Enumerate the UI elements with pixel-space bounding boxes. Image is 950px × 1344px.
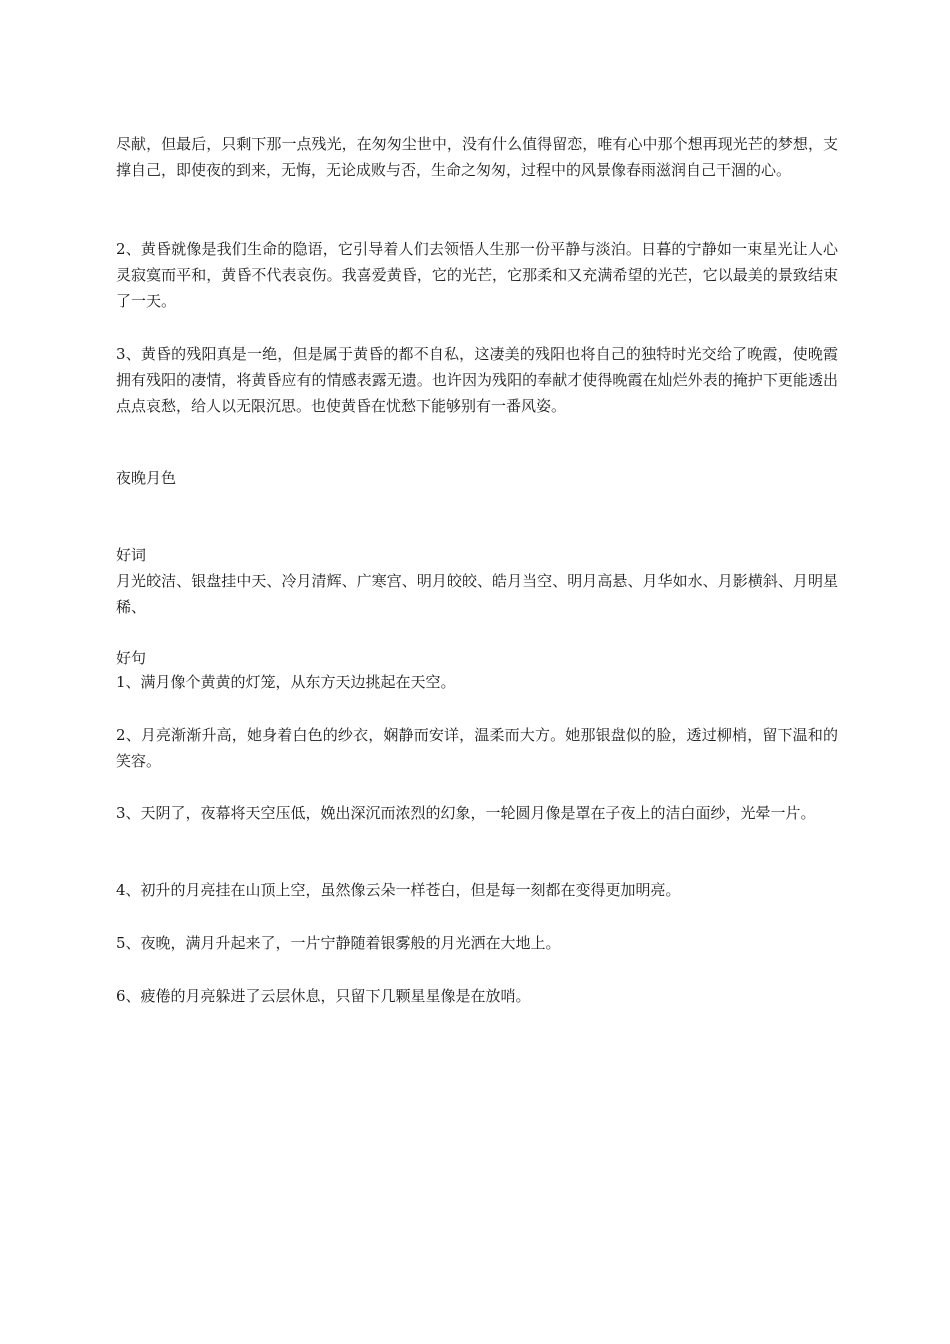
sentence-item: 2、月亮渐渐升高，她身着白色的纱衣，娴静而安详，温柔而大方。她那银盘似的脸，透过柳梢，留下温和的笑容。	[116, 726, 838, 770]
sentence-item: 5、夜晚，满月升起来了，一片宁静随着银雾般的月光洒在大地上。	[116, 934, 561, 952]
sentences-heading: 好句	[116, 649, 147, 667]
paragraph-dusk-2: 2、黄昏就像是我们生命的隐语，它引导着人们去领悟人生那一份平静与淡泊。日暮的宁静如一束星光让人心灵寂寞而平和，黄昏不代表哀伤。我喜爱黄昏，它的光芒，它那柔和又充满希望的光芒，它以最美的景致结束了一天。	[116, 240, 838, 310]
sentence-item: 1、满月像个黄黄的灯笼，从东方天边挑起在天空。	[116, 673, 456, 691]
words-heading: 好词	[116, 546, 147, 564]
paragraph-dusk-3: 3、黄昏的残阳真是一绝，但是属于黄昏的都不自私，这凄美的残阳也将自己的独特时光交给了晚霞，使晚霞拥有残阳的凄情，将黄昏应有的情感表露无遗。也许因为残阳的奉献才使得晚霞在灿烂外表的掩护下更能透出点点哀愁，给人以无限沉思。也使黄昏在忧愁下能够别有一番风姿。	[116, 345, 838, 415]
sentence-item: 6、疲倦的月亮躲进了云层休息，只留下几颗星星像是在放哨。	[116, 987, 531, 1005]
paragraph-continuation: 尽献，但最后，只剩下那一点残光，在匆匆尘世中，没有什么值得留恋，唯有心中那个想再现光芒的梦想，支撑自己，即使夜的到来，无悔，无论成败与否，生命之匆匆，过程中的风景像春雨滋润自己干涸的心。	[116, 135, 838, 179]
sentence-item: 3、天阴了，夜幕将天空压低，娩出深沉而浓烈的幻象，一轮圆月像是罩在子夜上的洁白面纱，光晕一片。	[116, 804, 816, 822]
section-title: 夜晚月色	[116, 469, 177, 487]
words-list: 月光皎洁、银盘挂中天、冷月清辉、广寒宫、明月皎皎、皓月当空、明月高悬、月华如水、月影横斜、月明星稀、	[116, 572, 838, 616]
sentence-item: 4、初升的月亮挂在山顶上空，虽然像云朵一样苍白，但是每一刻都在变得更加明亮。	[116, 881, 681, 899]
